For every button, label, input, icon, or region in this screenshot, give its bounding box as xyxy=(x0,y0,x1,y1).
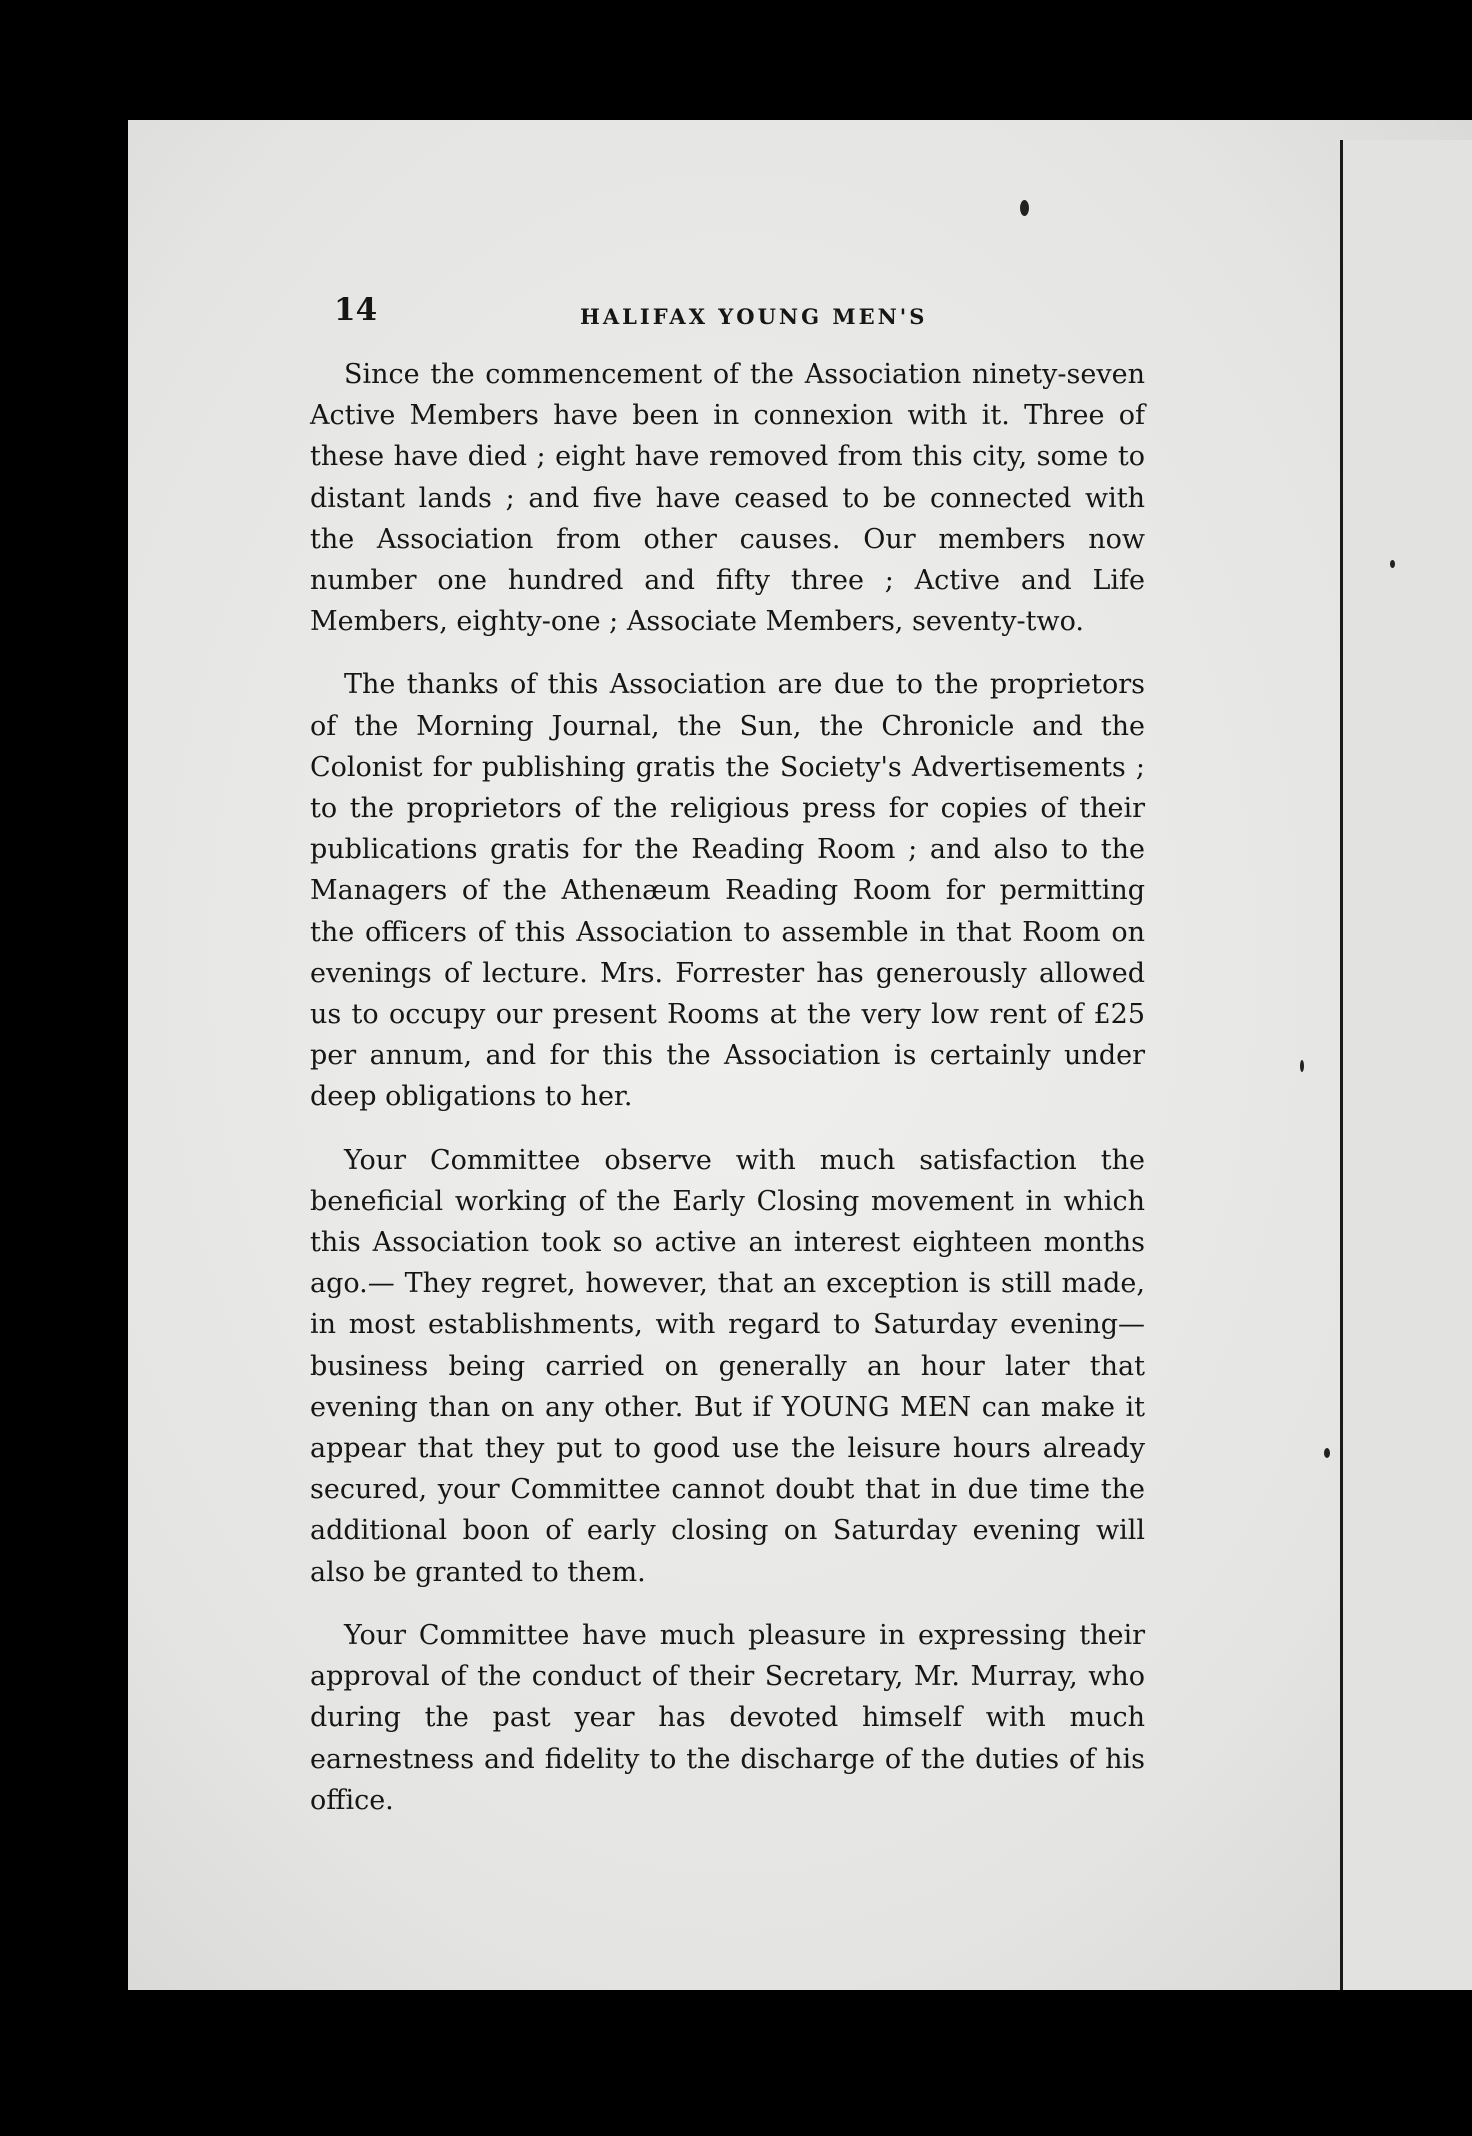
paragraph-secretary: Your Committee have much pleasure in expressing their approval of the conduct of their Secretary, Mr. Murray, who during the past year has devoted himself with much earnestness and fidelity to the discharge of the duties of his office. xyxy=(310,1619,1145,1816)
facing-page-edge xyxy=(1343,140,1472,1990)
paragraph-membership: Since the commencement of the Association ninety-seven Active Members have been in connexion with it. Three of these have died ; eight have removed from this city, some to distant lands ; and five have ceased to be connected with the Association from other causes. Our members now number one hundred and fifty three ; Active and Life Members, eighty-one ; Associate Members, seventy-two. xyxy=(310,359,1145,638)
binding-gutter-line xyxy=(1340,140,1343,1990)
ink-spot xyxy=(1390,560,1395,568)
page-number: 14 xyxy=(334,292,378,328)
ink-spot xyxy=(1020,200,1029,216)
paragraph-early-closing: Your Committee observe with much satisfaction the beneficial working of the Early Closing movement in which this Association took so active an interest eighteen months ago.— They regret, however, that an exception is still made, in most establishments, with regard to Saturday evening—business being carried on generally an hour later that evening than on any other. But if YOUNG MEN can make it appear that they put to good use the leisure hours already secured, your Committee cannot doubt that in due time the additional boon of early closing on Saturday evening will also be granted to them. xyxy=(310,1144,1145,1588)
paragraph-thanks: The thanks of this Association are due to the proprietors of the Morning Journal, the Sun, the Chronicle and the Colonist for publishing gratis the Society's Advertisements ; to the proprietors of the religious press for copies of their publications gratis for the Reading Room ; and also to the Managers of the Athenæum Reading Room for permitting the officers of this Association to assemble in that Room on evenings of lecture. Mrs. Forrester has generously allowed us to occupy our present Rooms at the very low rent of £25 per annum, and for this the Association is certainly under deep obligations to her. xyxy=(310,669,1145,1113)
ink-spot xyxy=(1324,1448,1330,1458)
page-header xyxy=(310,290,1145,340)
running-head: HALIFAX YOUNG MEN'S xyxy=(580,304,928,329)
page-text xyxy=(310,290,1145,1843)
ink-spot xyxy=(1300,1060,1304,1072)
